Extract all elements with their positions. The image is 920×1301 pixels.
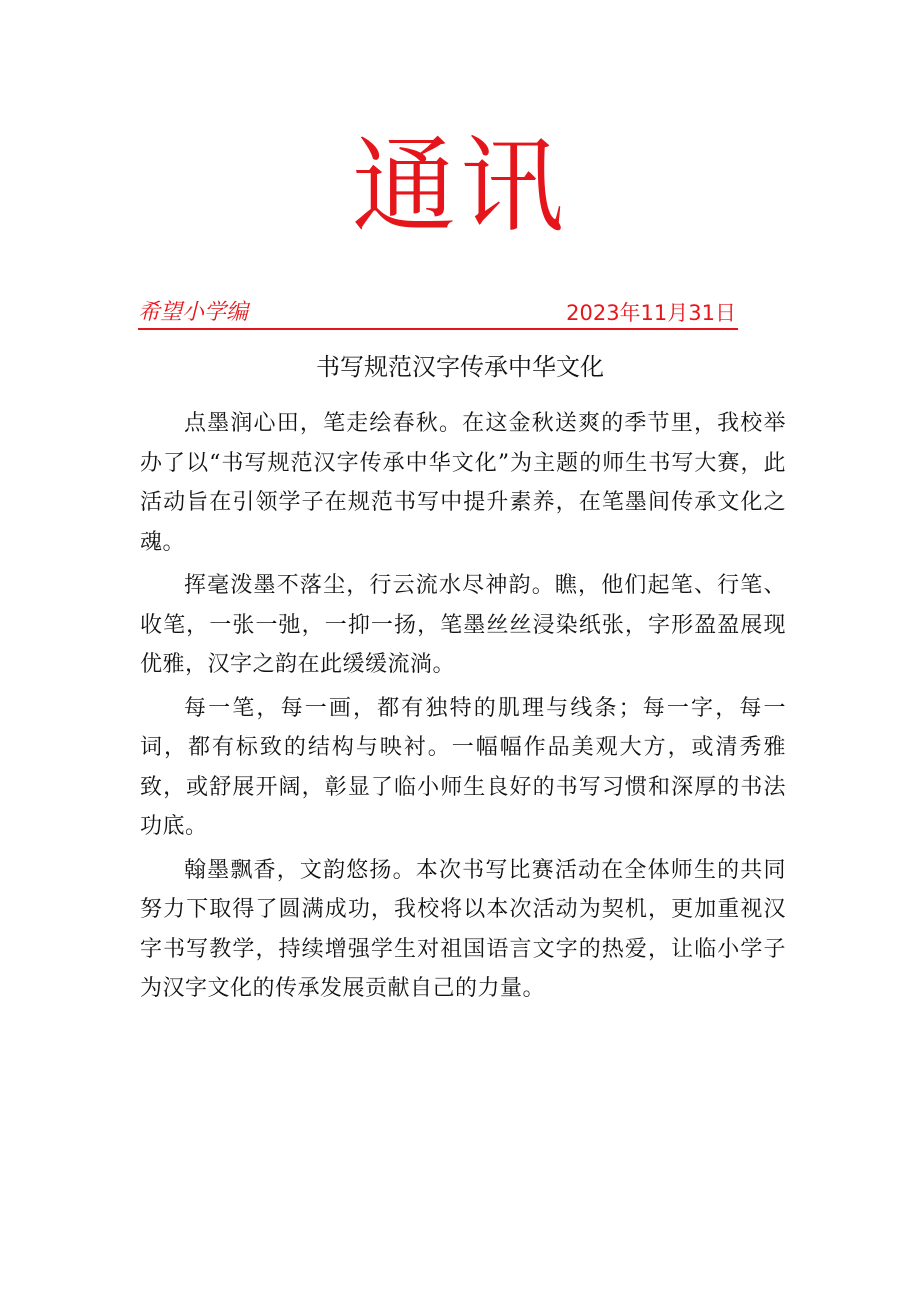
article-paragraph-3: 每一笔，每一画，都有独特的肌理与线条；每一字，每一词，都有标致的结构与映衬。一幅幅作品美观大方，或清秀雅致，或舒展开阔，彰显了临小师生良好的书写习惯和深厚的书法功底。 — [140, 695, 786, 839]
newsletter-masthead-title: 通讯 — [351, 125, 568, 247]
article-paragraph-2: 挥毫泼墨不落尘，行云流水尽神韵。瞧，他们起笔、行笔、收笔，一张一弛，一抑一扬，笔墨丝丝浸染纸张，字形盈盈展现优雅，汉字之韵在此缓缓流淌。 — [140, 573, 786, 677]
article-paragraph-4: 翰墨飘香，文韵悠扬。本次书写比赛活动在全体师生的共同努力下取得了圆满成功，我校将以本次活动为契机，更加重视汉字书写教学，持续增强学生对祖国语言文字的热爱，让临小学子为汉字文化的传承发展贡献自己的力量。 — [140, 857, 786, 1001]
article-paragraph-1: 点墨润心田，笔走绘春秋。在这金秋送爽的季节里，我校举办了以“书写规范汉字传承中华文化”为主题的师生书写大赛，此活动旨在引领学子在规范书写中提升素养，在笔墨间传承文化之魂。 — [140, 411, 786, 555]
meta-line — [138, 298, 738, 330]
issue-date: 2023年11月31日 — [566, 301, 736, 325]
article-body — [140, 404, 786, 1013]
editor-label: 希望小学编 — [138, 300, 249, 325]
article-headline: 书写规范汉字传承中华文化 — [316, 353, 604, 381]
